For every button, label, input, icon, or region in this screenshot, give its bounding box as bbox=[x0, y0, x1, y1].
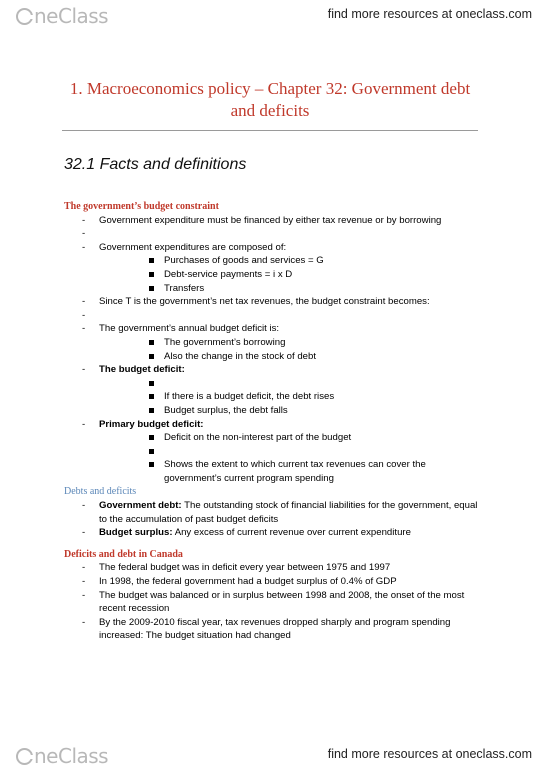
square-bullet-icon bbox=[149, 258, 154, 263]
heading-budget-constraint: The government’s budget constraint bbox=[64, 201, 219, 212]
document-body bbox=[0, 200, 544, 643]
oneclass-logo[interactable]: neClass bbox=[16, 744, 108, 768]
list-item: - The government’s annual budget deficit is: bbox=[82, 323, 280, 335]
heading-debts-deficits: Debts and deficits bbox=[64, 486, 137, 498]
sub-list-item: Debt-service payments = i x D bbox=[0, 268, 544, 282]
sub-list-item: Also the change in the stock of debt bbox=[0, 350, 544, 364]
sub-list-item: Purchases of goods and services = G bbox=[0, 254, 544, 268]
sub-list-item: Budget surplus, the debt falls bbox=[0, 404, 544, 418]
square-bullet-icon bbox=[149, 354, 154, 359]
list-item bbox=[0, 526, 544, 540]
top-banner bbox=[0, 0, 544, 30]
sub-list-item bbox=[0, 445, 544, 459]
square-bullet-icon bbox=[149, 340, 154, 345]
list-item bbox=[0, 499, 544, 526]
sub-list-item: Shows the extent to which current tax revenues can cover the government’s current program spending bbox=[0, 458, 544, 485]
square-bullet-icon bbox=[149, 381, 154, 386]
sub-list-item: Transfers bbox=[0, 282, 544, 296]
top-tagline-link[interactable]: find more resources at oneclass.com bbox=[327, 7, 532, 21]
document-page bbox=[0, 30, 544, 740]
term-definition: The outstanding stock of financial liabilities for the government, equal to the accumulation of past budget deficits bbox=[99, 500, 478, 525]
list-item: - Since T is the government’s net tax revenues, the budget constraint becomes: bbox=[82, 296, 430, 308]
list-item: - By the 2009-2010 fiscal year, tax revenues dropped sharply and program spending increased: The budget situation had changed bbox=[82, 616, 451, 642]
list-item: - Primary budget deficit: bbox=[82, 418, 204, 430]
dash-bullet-icon: - bbox=[82, 589, 86, 601]
heading-canada: Deficits and debt in Canada bbox=[64, 548, 183, 560]
list-item: - Government expenditure must be financed by either tax revenue or by borrowing bbox=[82, 214, 442, 226]
logo-o-icon bbox=[16, 8, 33, 25]
sub-list-item: If there is a budget deficit, the debt rises bbox=[0, 390, 544, 404]
dash-bullet-icon: - bbox=[82, 309, 86, 321]
section-heading: 32.1 Facts and definitions bbox=[64, 156, 247, 173]
document-title: 1. Macroeconomics policy – Chapter 32: Government debt and deficits bbox=[69, 79, 471, 120]
square-bullet-icon bbox=[149, 272, 154, 277]
list-item: - The budget was balanced or in surplus between 1998 and 2008, the onset of the most recent recession bbox=[82, 589, 465, 615]
sub-list-item: Deficit on the non-interest part of the budget bbox=[0, 431, 544, 445]
dash-bullet-icon: - bbox=[82, 241, 86, 253]
list-item: - The federal budget was in deficit every year between 1975 and 1997 bbox=[82, 562, 391, 574]
bottom-banner bbox=[0, 740, 544, 770]
title-divider bbox=[62, 130, 478, 131]
term-definition: Any excess of current revenue over current expenditure bbox=[172, 527, 411, 539]
dash-bullet-icon: - bbox=[82, 228, 86, 240]
square-bullet-icon bbox=[149, 408, 154, 413]
list-item: - Government expenditures are composed of: bbox=[82, 241, 287, 253]
square-bullet-icon bbox=[149, 435, 154, 440]
dash-bullet-icon: - bbox=[82, 323, 86, 335]
square-bullet-icon bbox=[149, 286, 154, 291]
square-bullet-icon bbox=[149, 449, 154, 454]
dash-bullet-icon: - bbox=[82, 418, 86, 430]
dash-bullet-icon: - bbox=[82, 576, 86, 588]
square-bullet-icon bbox=[149, 462, 154, 467]
dash-bullet-icon: - bbox=[82, 500, 86, 512]
list-item: - In 1998, the federal government had a budget surplus of 0.4% of GDP bbox=[82, 576, 397, 588]
dash-bullet-icon: - bbox=[82, 527, 86, 539]
bottom-tagline-link[interactable]: find more resources at oneclass.com bbox=[327, 747, 532, 761]
list-item bbox=[0, 227, 544, 241]
sub-list-item: The government’s borrowing bbox=[0, 336, 544, 350]
square-bullet-icon bbox=[149, 394, 154, 399]
list-item: - The budget deficit: bbox=[82, 364, 185, 376]
dash-bullet-icon: - bbox=[82, 296, 86, 308]
logo-o-icon bbox=[16, 748, 33, 765]
term-label: Budget surplus: bbox=[99, 527, 173, 539]
term-label: Government debt: bbox=[99, 500, 182, 512]
dash-bullet-icon: - bbox=[82, 616, 86, 628]
dash-bullet-icon: - bbox=[82, 214, 86, 226]
dash-bullet-icon: - bbox=[82, 562, 86, 574]
dash-bullet-icon: - bbox=[82, 364, 86, 376]
oneclass-logo[interactable]: neClass bbox=[16, 4, 108, 28]
list-item bbox=[0, 309, 544, 323]
sub-list-item bbox=[0, 377, 544, 391]
